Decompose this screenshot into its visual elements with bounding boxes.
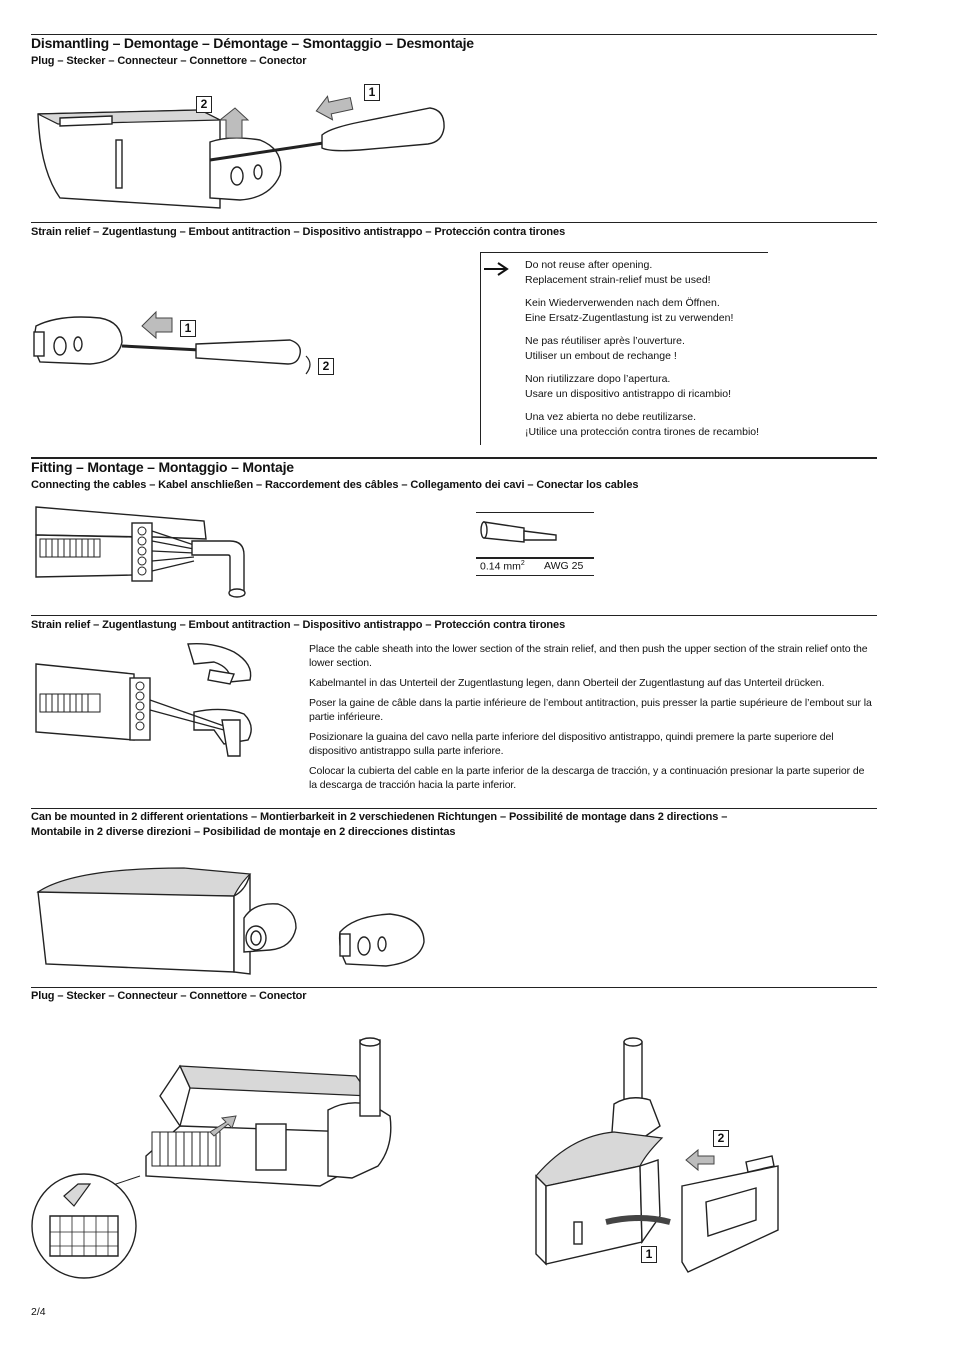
- subtitle-connecting-cables: Connecting the cables – Kabel anschließen – Raccordement des câbles – Collegamento dei cavi – Conectar los cables: [31, 479, 639, 491]
- rule-section-6: [31, 987, 877, 988]
- subtitle-strain-relief: Strain relief – Zugentlastung – Embout antitraction – Dispositivo antistrappo – Protección contra tirones: [31, 226, 566, 238]
- wire-box-bottom-rule: [476, 575, 594, 576]
- step-badge-1: 1: [364, 84, 380, 101]
- illustration-mounting-orientations: [34, 862, 434, 977]
- strain-relief-instructions: [309, 642, 874, 798]
- illustration-connecting-cables: [34, 505, 274, 605]
- wire-awg: AWG 25: [544, 560, 584, 572]
- illustration-plug-assembly-right: [530, 1036, 790, 1281]
- step-badge-2: 2: [713, 1130, 729, 1147]
- section-title-fitting: Fitting – Montage – Montaggio – Montaje: [31, 459, 294, 475]
- note-de: Kein Wiederverwenden nach dem Öffnen. Eine Ersatz-Zugentlastung ist zu verwenden!: [525, 297, 734, 324]
- illustration-plug-assembly-left: [30, 1036, 400, 1281]
- subtitle-plug-assembly: Plug – Stecker – Connecteur – Connettore – Conector: [31, 990, 307, 1002]
- note-it: Non riutilizzare dopo l’apertura. Usare un dispositivo antistrappo di ricambio!: [525, 373, 732, 400]
- wire-box-mid-rule: [476, 557, 594, 559]
- step-badge-1: 1: [641, 1246, 657, 1263]
- step-badge-2: 2: [196, 96, 212, 113]
- section-title-dismantling: Dismantling – Demontage – Démontage – Smontaggio – Desmontaje: [31, 35, 474, 51]
- step-badge-2: 2: [318, 358, 334, 375]
- step-badge-1: 1: [180, 320, 196, 337]
- illustration-strain-relief-fitting: [34, 640, 274, 760]
- instruction-fr: Poser la gaine de câble dans la partie inférieure de l’embout antitraction, puis presser la partie supérieure de l’embout sur la partie inférieure.: [309, 697, 872, 723]
- note-es: Una vez abierta no debe reutilizarse. ¡Utilice una protección contra tirones de recambio!: [525, 411, 760, 438]
- note-en: Do not reuse after opening. Replacement strain-relief must be used!: [525, 259, 711, 286]
- arrow-right-icon: [482, 262, 510, 276]
- rule-section-2: [31, 222, 877, 223]
- subtitle-orientations-line1: Can be mounted in 2 different orientations – Montierbarkeit in 2 verschiedenen Richtungen – Possibilité de montage dans 2 directions –: [31, 811, 728, 823]
- instruction-de: Kabelmantel in das Unterteil der Zugentlastung legen, dann Oberteil der Zugentlastung auf das Unterteil drücken.: [309, 677, 825, 689]
- subtitle-orientations-line2: Montabile in 2 diverse direzioni – Posibilidad de montaje en 2 direcciones distintas: [31, 826, 456, 838]
- stripped-wire-illustration: [480, 518, 560, 548]
- warning-note: [525, 258, 785, 448]
- subtitle-plug: Plug – Stecker – Connecteur – Connettore – Conector: [31, 55, 307, 67]
- instruction-en: Place the cable sheath into the lower section of the strain relief, and then push the upper section of the strain relief onto the lower section.: [309, 643, 868, 669]
- wire-cross-section: 0.14 $mm^2$: [480, 560, 525, 573]
- note-left-rule: [480, 252, 481, 445]
- instruction-es: Colocar la cubierta del cable en la parte inferior de la descarga de tracción, y a continuación presionar la parte superior de la descarga de tracción hacia la parte inferior.: [309, 765, 865, 791]
- illustration-plug-dismantling: [30, 80, 460, 220]
- rule-section-4: [31, 615, 877, 616]
- wire-box-top-rule: [476, 512, 594, 513]
- subtitle-strain-relief-fitting: Strain relief – Zugentlastung – Embout antitraction – Dispositivo antistrappo – Protección contra tirones: [31, 619, 566, 631]
- note-fr: Ne pas réutiliser après l’ouverture. Utiliser un embout de rechange !: [525, 335, 685, 362]
- instruction-it: Posizionare la guaina del cavo nella parte inferiore del dispositivo antistrappo, quindi premere la parte superiore del dispositivo antistrappo sulla parte inferiore.: [309, 731, 834, 757]
- rule-section-5: [31, 808, 877, 809]
- page-number: 2/4: [31, 1306, 46, 1318]
- note-top-rule: [480, 252, 768, 253]
